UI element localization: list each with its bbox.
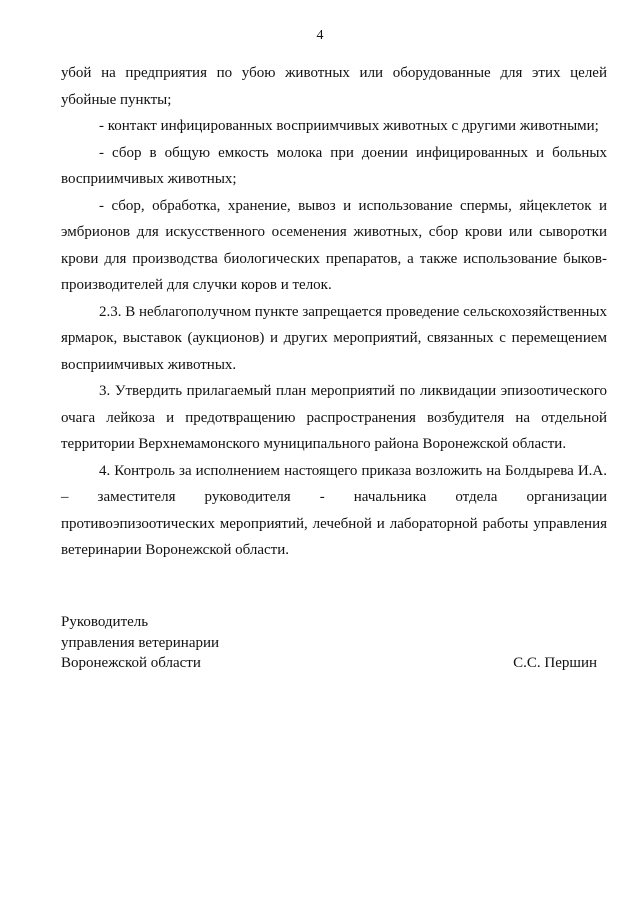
signature-block — [61, 612, 607, 674]
paragraph-milk-collection: - сбор в общую емкость молока при доении инфицированных и больных восприимчивых животных; — [61, 144, 607, 187]
page-number: 4 — [316, 28, 324, 43]
paragraph-contact-animals: - контакт инфицированных восприимчивых животных с другими животными; — [99, 118, 599, 134]
document-body — [61, 60, 607, 564]
signature-title-line: Воронежской области — [61, 655, 201, 671]
signature-title-line: Руководитель — [61, 614, 149, 630]
paragraph-item-4: 4. Контроль за исполнением настоящего приказа возложить на Болдырева И.А. – заместителя руководителя - начальника отдела организации противоэпизоотических мероприятий, лечебной и лабораторной работы управления ветеринарии Воронежской области. — [61, 462, 607, 558]
paragraph-item-3: 3. Утвердить прилагаемый план мероприятий по ликвидации эпизоотического очага лейкоза и предотвращению распространения возбудителя на отдельной территории Верхнемамонского муниципального района Воронежской области. — [61, 383, 607, 452]
paragraph-slaughter-continuation: убой на предприятия по убою животных или оборудованные для этих целей убойные пункты; — [61, 65, 607, 108]
signature-title-line: управления ветеринарии — [61, 634, 220, 651]
paragraph-item-2-3: 2.3. В неблагополучном пункте запрещается проведение сельскохозяйственных ярмарок, выставок (аукционов) и других мероприятий, связанных с перемещением восприимчивых животных. — [61, 303, 607, 373]
signatory-name: С.С. Першин — [513, 655, 597, 671]
paragraph-sperm-collection: - сбор, обработка, хранение, вывоз и использование спермы, яйцеклеток и эмбрионов для искусственного осеменения животных, сбор крови или сыворотки крови для производства биологических препаратов, а также использование быков-производителей для случки коров и телок. — [61, 197, 607, 293]
